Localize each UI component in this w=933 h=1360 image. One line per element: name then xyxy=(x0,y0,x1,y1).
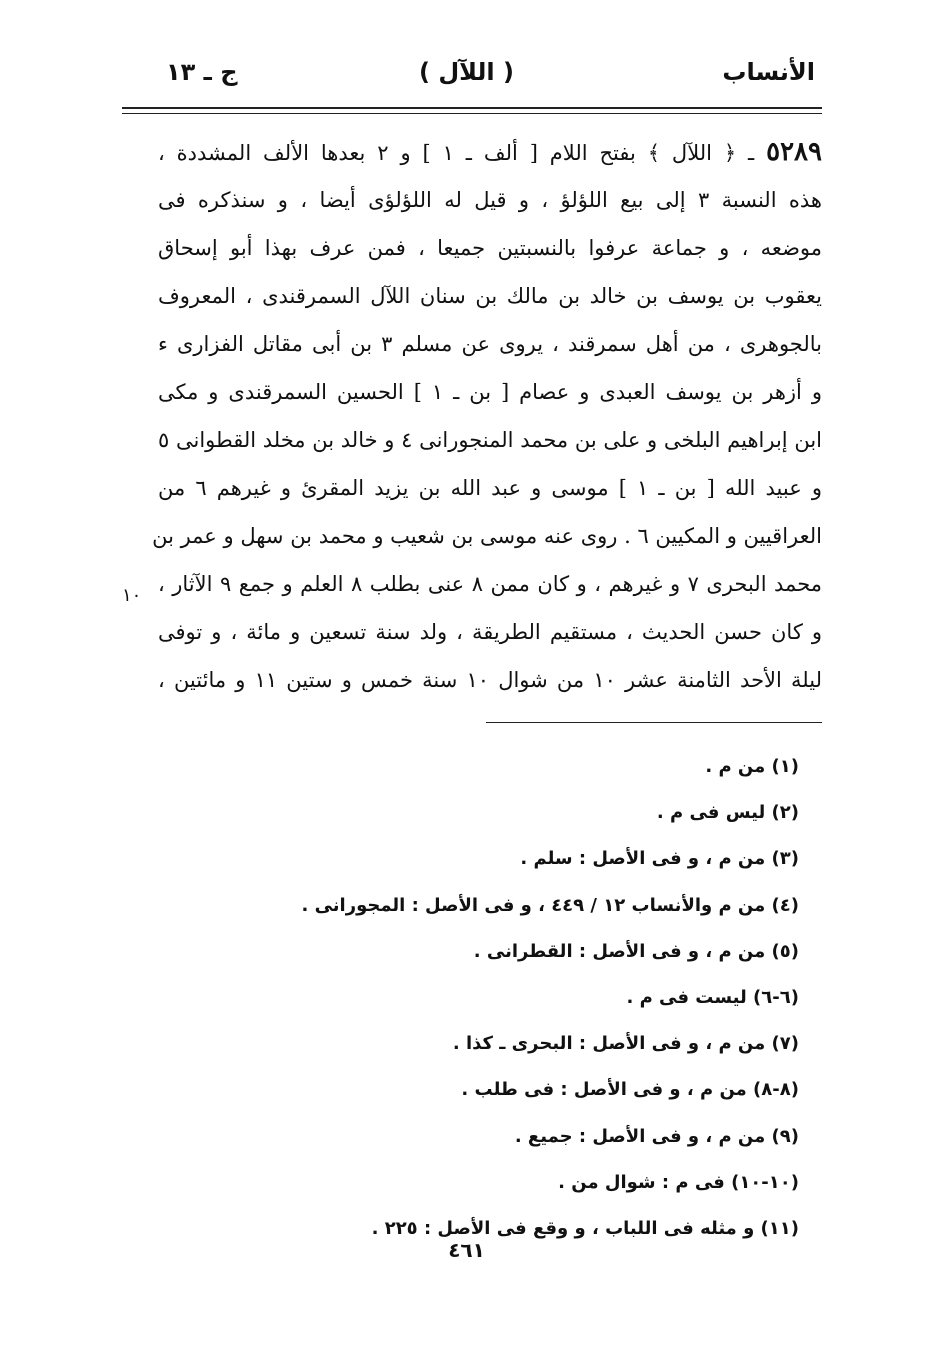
body-line: العراقيين و المكيين ٦ . روى عنه موسى بن شعيب و محمد بن سهل و عمر بن xyxy=(152,524,822,548)
page-number: ٤٦١ xyxy=(448,1238,485,1262)
running-header-book-title: الأنساب xyxy=(722,58,815,86)
footnote: (٤) من م والأنساب ١٢ / ٤٤٩ ، و فى الأصل : المجورانى . xyxy=(301,894,799,916)
body-line: بالجوهرى ، من أهل سمرقند ، يروى عن مسلم ٣ بن أبى مقاتل الفزارى ء xyxy=(158,332,823,356)
running-header-entry-title: ( اللآل ) xyxy=(419,58,514,86)
footnote-separator xyxy=(486,722,822,723)
body-line: ليلة الأحد الثامنة عشر ١٠ من شوال ١٠ سنة خمس و ستين ١١ و مائتين ، xyxy=(158,668,822,692)
body-line: محمد البحرى ٧ و غيرهم ، و كان ممن ٨ عنى بطلب ٨ العلم و جمع ٩ الآثار ، xyxy=(158,572,823,596)
footnote: (٨-٨) من م ، و فى الأصل : فى طلب . xyxy=(461,1079,799,1101)
entry-body xyxy=(152,128,823,704)
body-line-text: ـ ﴿ اللآل ﴾ بفتح اللام [ ألف ـ ١ ] و ٢ بعدها الألف المشددة ، xyxy=(158,141,755,165)
footnote: (١) من م . xyxy=(705,756,799,777)
body-line: و أزهر بن يوسف العبدى و عصام [ بن ـ ١ ] الحسين السمرقندى و مكى xyxy=(158,380,822,404)
body-line: ابن إبراهيم البلخى و على بن محمد المنجورانى ٤ و خالد بن مخلد القطوانى ٥ xyxy=(158,428,822,452)
footnotes xyxy=(121,744,811,1252)
margin-line-number: ١٠ xyxy=(122,585,142,606)
body-line: يعقوب بن يوسف بن خالد بن مالك بن سنان اللآل السمرقندى ، المعروف xyxy=(158,284,822,308)
body-line: هذه النسبة ٣ إلى بيع اللؤلؤ ، و قيل له اللؤلؤى أيضا ، و سنذكره فى xyxy=(158,188,822,212)
body-line: موضعه ، و جماعة عرفوا بالنسبتين جميعا ، فمن عرف بهذا أبو إسحاق xyxy=(158,236,822,260)
footnote: (٢) ليس فى م . xyxy=(656,802,799,824)
footnote: (٣) من م ، و فى الأصل : سلم . xyxy=(520,848,799,870)
footnote: (٦-٦) ليست فى م . xyxy=(626,986,799,1008)
body-line: و عبيد الله [ بن ـ ١ ] موسى و عبد الله بن يزيد المقرئ و غيرهم ٦ من xyxy=(158,476,822,500)
header-rule xyxy=(122,107,822,109)
entry-number: ٥٢٨٩ xyxy=(766,137,822,167)
running-header-volume: ج ـ ١٣ xyxy=(166,58,238,86)
body-line xyxy=(158,128,822,176)
footnote: (٩) من م ، و فى الأصل : جميع . xyxy=(514,1125,799,1147)
header-rule-thin xyxy=(122,113,822,114)
footnote: (١٠-١٠) فى م : شوال من . xyxy=(558,1171,799,1193)
body-line: و كان حسن الحديث ، مستقيم الطريقة ، ولد سنة تسعين و مائة ، و توفى xyxy=(158,620,822,644)
footnote: (٧) من م ، و فى الأصل : البحرى ـ كذا . xyxy=(452,1033,799,1055)
footnote: (٥) من م ، و فى الأصل : القطرانى . xyxy=(473,940,799,962)
footnote: (١١) و مثله فى اللباب ، و وقع فى الأصل : ٢٢٥ . xyxy=(371,1217,799,1239)
